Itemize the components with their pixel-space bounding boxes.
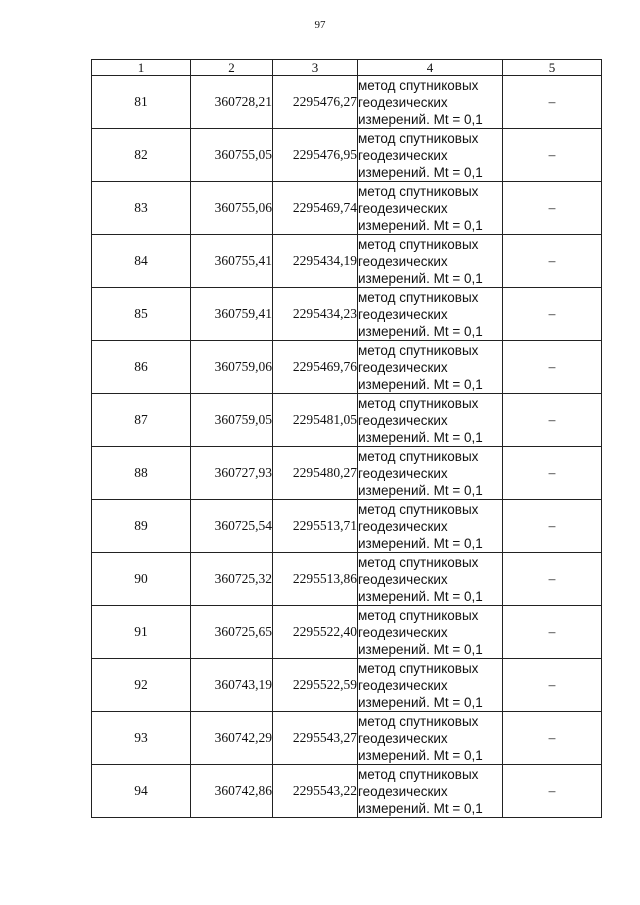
method-description xyxy=(358,129,503,182)
method-line-1: метод спутниковых xyxy=(358,713,479,729)
method-line-2: геодезических xyxy=(358,730,448,746)
method-line-3: измерений. Mt = 0,1 xyxy=(358,588,483,604)
method-description xyxy=(358,394,503,447)
method-line-3: измерений. Mt = 0,1 xyxy=(358,694,483,710)
note-dash: – xyxy=(503,129,602,182)
method-line-2: геодезических xyxy=(358,465,448,481)
method-line-1: метод спутниковых xyxy=(358,607,479,623)
method-description xyxy=(358,341,503,394)
method-description xyxy=(358,182,503,235)
method-line-3: измерений. Mt = 0,1 xyxy=(358,429,483,445)
coordinate-x: 360759,06 xyxy=(191,341,273,394)
coordinate-y: 2295434,19 xyxy=(273,235,358,288)
method-line-2: геодезических xyxy=(358,677,448,693)
method-description xyxy=(358,447,503,500)
note-dash: – xyxy=(503,288,602,341)
method-line-1: метод спутниковых xyxy=(358,501,479,517)
method-line-1: метод спутниковых xyxy=(358,77,479,93)
method-line-3: измерений. Mt = 0,1 xyxy=(358,482,483,498)
coordinate-x: 360725,65 xyxy=(191,606,273,659)
coordinate-x: 360755,05 xyxy=(191,129,273,182)
method-line-3: измерений. Mt = 0,1 xyxy=(358,111,483,127)
point-number: 94 xyxy=(92,765,191,818)
coordinate-x: 360759,05 xyxy=(191,394,273,447)
coordinate-x: 360725,32 xyxy=(191,553,273,606)
point-number: 82 xyxy=(92,129,191,182)
method-line-1: метод спутниковых xyxy=(358,448,479,464)
table-row xyxy=(92,500,602,553)
coordinate-x: 360755,41 xyxy=(191,235,273,288)
method-line-3: измерений. Mt = 0,1 xyxy=(358,376,483,392)
table-row xyxy=(92,606,602,659)
coordinate-y: 2295480,27 xyxy=(273,447,358,500)
table-row xyxy=(92,553,602,606)
coordinate-x: 360742,29 xyxy=(191,712,273,765)
table-row xyxy=(92,341,602,394)
table-row xyxy=(92,182,602,235)
column-header-5: 5 xyxy=(503,60,602,76)
method-description xyxy=(358,553,503,606)
method-line-3: измерений. Mt = 0,1 xyxy=(358,270,483,286)
column-header-2: 2 xyxy=(191,60,273,76)
coordinate-y: 2295476,95 xyxy=(273,129,358,182)
method-line-2: геодезических xyxy=(358,518,448,534)
table-body xyxy=(92,76,602,818)
method-line-1: метод спутниковых xyxy=(358,289,479,305)
method-line-1: метод спутниковых xyxy=(358,183,479,199)
method-line-1: метод спутниковых xyxy=(358,660,479,676)
coordinate-x: 360742,86 xyxy=(191,765,273,818)
point-number: 84 xyxy=(92,235,191,288)
method-line-2: геодезических xyxy=(358,253,448,269)
point-number: 85 xyxy=(92,288,191,341)
coordinate-x: 360743,19 xyxy=(191,659,273,712)
table-row xyxy=(92,288,602,341)
method-line-1: метод спутниковых xyxy=(358,395,479,411)
method-line-2: геодезических xyxy=(358,306,448,322)
method-line-3: измерений. Mt = 0,1 xyxy=(358,164,483,180)
method-line-2: геодезических xyxy=(358,412,448,428)
coordinate-y: 2295469,76 xyxy=(273,341,358,394)
method-line-3: измерений. Mt = 0,1 xyxy=(358,323,483,339)
coordinate-x: 360728,21 xyxy=(191,76,273,129)
point-number: 88 xyxy=(92,447,191,500)
coordinate-y: 2295513,86 xyxy=(273,553,358,606)
column-header-3: 3 xyxy=(273,60,358,76)
note-dash: – xyxy=(503,606,602,659)
note-dash: – xyxy=(503,659,602,712)
note-dash: – xyxy=(503,765,602,818)
header-row xyxy=(92,60,602,76)
point-number: 86 xyxy=(92,341,191,394)
note-dash: – xyxy=(503,341,602,394)
note-dash: – xyxy=(503,447,602,500)
point-number: 87 xyxy=(92,394,191,447)
coordinates-table xyxy=(91,59,602,818)
point-number: 90 xyxy=(92,553,191,606)
coordinate-x: 360725,54 xyxy=(191,500,273,553)
method-line-2: геодезических xyxy=(358,783,448,799)
coordinate-y: 2295513,71 xyxy=(273,500,358,553)
column-header-1: 1 xyxy=(92,60,191,76)
method-line-3: измерений. Mt = 0,1 xyxy=(358,535,483,551)
method-line-1: метод спутниковых xyxy=(358,766,479,782)
method-line-2: геодезических xyxy=(358,624,448,640)
coordinate-y: 2295522,40 xyxy=(273,606,358,659)
column-header-4: 4 xyxy=(358,60,503,76)
method-line-2: геодезических xyxy=(358,147,448,163)
note-dash: – xyxy=(503,553,602,606)
method-description xyxy=(358,606,503,659)
point-number: 92 xyxy=(92,659,191,712)
coordinate-y: 2295476,27 xyxy=(273,76,358,129)
method-description xyxy=(358,659,503,712)
table-row xyxy=(92,394,602,447)
note-dash: – xyxy=(503,235,602,288)
page-number: 97 xyxy=(314,19,326,31)
point-number: 93 xyxy=(92,712,191,765)
method-line-1: метод спутниковых xyxy=(358,342,479,358)
coordinate-y: 2295469,74 xyxy=(273,182,358,235)
table-row xyxy=(92,129,602,182)
table-row xyxy=(92,659,602,712)
coordinate-y: 2295481,05 xyxy=(273,394,358,447)
method-line-2: геодезических xyxy=(358,94,448,110)
note-dash: – xyxy=(503,500,602,553)
method-line-3: измерений. Mt = 0,1 xyxy=(358,747,483,763)
method-line-1: метод спутниковых xyxy=(358,130,479,146)
method-line-2: геодезических xyxy=(358,359,448,375)
table-row xyxy=(92,765,602,818)
method-description xyxy=(358,288,503,341)
method-line-1: метод спутниковых xyxy=(358,236,479,252)
coordinate-x: 360759,41 xyxy=(191,288,273,341)
coordinate-y: 2295543,22 xyxy=(273,765,358,818)
note-dash: – xyxy=(503,712,602,765)
table-row xyxy=(92,447,602,500)
note-dash: – xyxy=(503,394,602,447)
point-number: 83 xyxy=(92,182,191,235)
method-description xyxy=(358,500,503,553)
note-dash: – xyxy=(503,182,602,235)
note-dash: – xyxy=(503,76,602,129)
point-number: 89 xyxy=(92,500,191,553)
coordinate-x: 360755,06 xyxy=(191,182,273,235)
point-number: 91 xyxy=(92,606,191,659)
method-line-1: метод спутниковых xyxy=(358,554,479,570)
method-description xyxy=(358,765,503,818)
table-row xyxy=(92,235,602,288)
point-number: 81 xyxy=(92,76,191,129)
table-row xyxy=(92,76,602,129)
table-row xyxy=(92,712,602,765)
coordinate-y: 2295434,23 xyxy=(273,288,358,341)
method-line-2: геодезических xyxy=(358,571,448,587)
method-line-2: геодезических xyxy=(358,200,448,216)
method-line-3: измерений. Mt = 0,1 xyxy=(358,800,483,816)
method-line-3: измерений. Mt = 0,1 xyxy=(358,217,483,233)
method-line-3: измерений. Mt = 0,1 xyxy=(358,641,483,657)
coordinate-y: 2295522,59 xyxy=(273,659,358,712)
method-description xyxy=(358,235,503,288)
method-description xyxy=(358,712,503,765)
coordinate-x: 360727,93 xyxy=(191,447,273,500)
method-description xyxy=(358,76,503,129)
coordinate-y: 2295543,27 xyxy=(273,712,358,765)
